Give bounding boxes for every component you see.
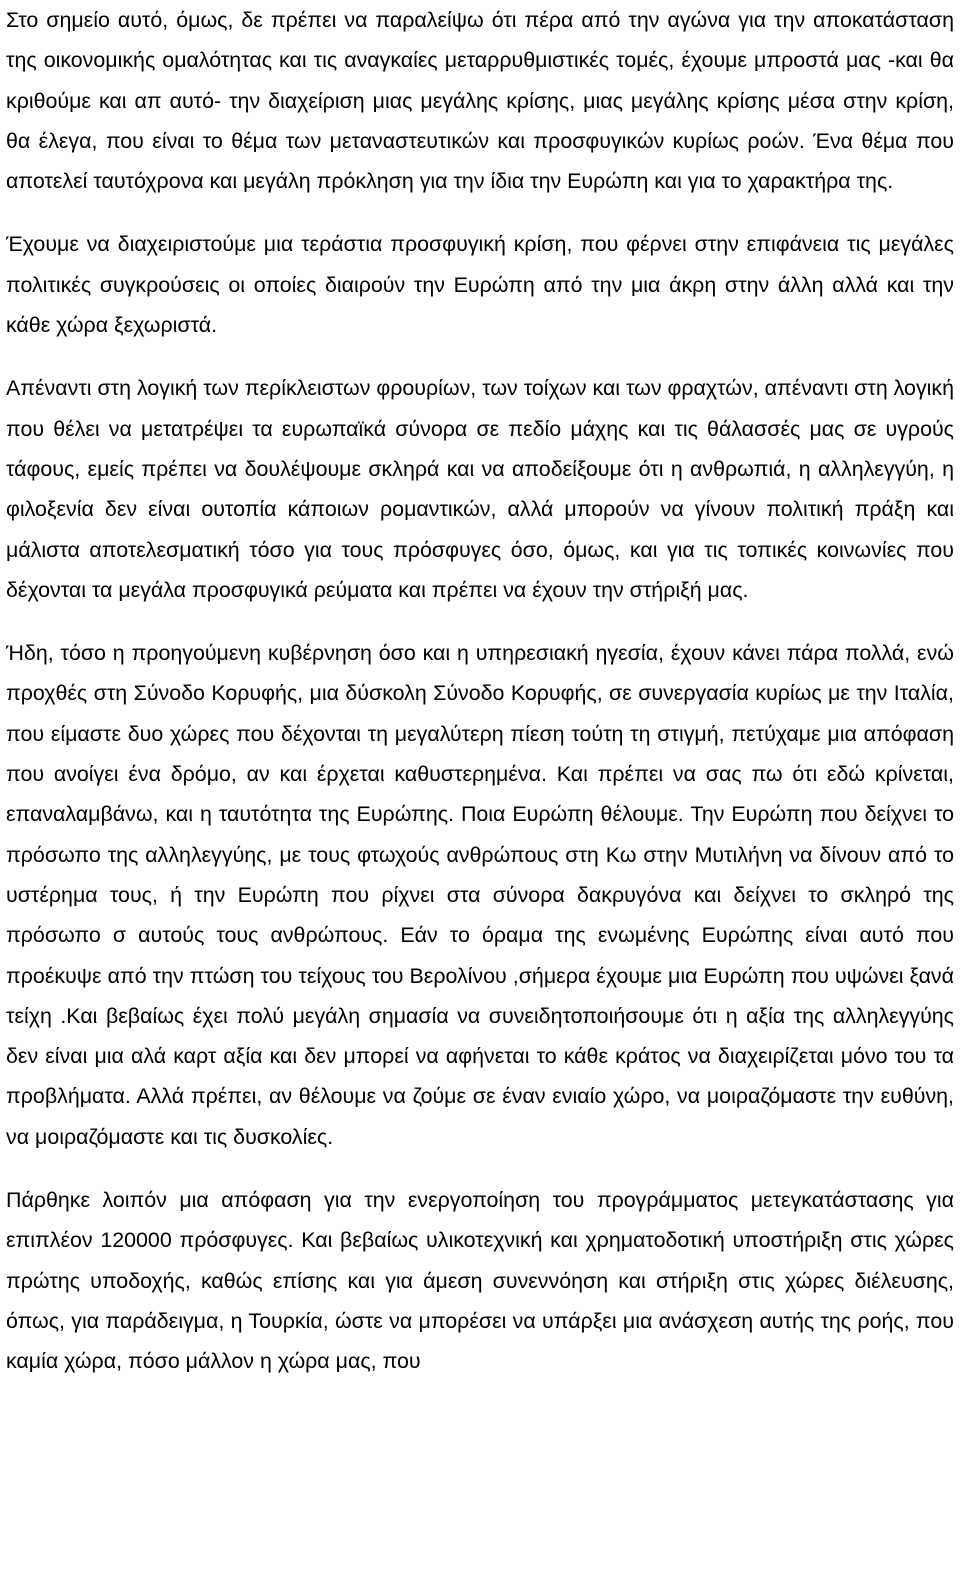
paragraph-1: Στο σημείο αυτό, όμως, δε πρέπει να παραλείψω ότι πέρα από την αγώνα για την αποκατάσταση της οικονομικής ομαλότητας και τις αναγκαίες μεταρρυθμιστικές τομές, έχουμε μπροστά μας -και θα κριθούμε και απ αυτό- την διαχείριση μιας μεγάλης κρίσης, μιας μεγάλης κρίσης μέσα στην κρίση, θα έλεγα, που είναι το θέμα των μεταναστευτικών και προσφυγικών κυρίως ροών. Ένα θέμα που αποτελεί ταυτόχρονα και μεγάλη πρόκληση για την ίδια την Ευρώπη και για το χαρακτήρα της. (6, 8, 954, 194)
paragraph-3: Απέναντι στη λογική των περίκλειστων φρουρίων, των τοίχων και των φραχτών, απέναντι στη λογική που θέλει να μετατρέψει τα ευρωπαϊκά σύνορα σε πεδίο μάχης και τις θάλασσές μας σε υγρούς τάφους, εμείς πρέπει να δουλέψουμε σκληρά και να αποδείξουμε ότι η ανθρωπιά, η αλληλεγγύη, η φιλοξενία δεν είναι ουτοπία κάποιων ρομαντικών, αλλά μπορούν να γίνουν πολιτική πράξη και μάλιστα αποτελεσματική τόσο για τους πρόσφυγες όσο, όμως, και για τις τοπικές κοινωνίες που δέχονται τα μεγάλα προσφυγικά ρεύματα και πρέπει να έχουν την στήριξή μας. (6, 376, 954, 602)
paragraph-5: Πάρθηκε λοιπόν μια απόφαση για την ενεργοποίηση του προγράμματος μετεγκατάστασης για επιπλέον 120000 πρόσφυγες. Και βεβαίως υλικοτεχνική και χρηματοδοτική υποστήριξη στις χώρες πρώτης υποδοχής, καθώς επίσης και για άμεση συνεννόηση και στήριξη στις χώρες διέλευσης, όπως, για παράδειγμα, η Τουρκία, ώστε να μπορέσει να υπάρξει μια ανάσχεση αυτής της ροής, που καμία χώρα, πόσο μάλλον η χώρα μας, που (6, 1188, 954, 1374)
paragraph-4: Ήδη, τόσο η προηγούμενη κυβέρνηση όσο και η υπηρεσιακή ηγεσία, έχουν κάνει πάρα πολλά, ενώ προχθές στη Σύνοδο Κορυφής, μια δύσκολη Σύνοδο Κορυφής, σε συνεργασία κυρίως με την Ιταλία, που είμαστε δυο χώρες που δέχονται τη μεγαλύτερη πίεση τούτη τη στιγμή, πετύχαμε μια απόφαση που ανοίγει ένα δρόμο, αν και έρχεται καθυστερημένα. Και πρέπει να σας πω ότι εδώ κρίνεται, επαναλαμβάνω, και η ταυτότητα της Ευρώπης. Ποια Ευρώπη θέλουμε. Την Ευρώπη που δείχνει το πρόσωπο της αλληλεγγύης, με τους φτωχούς ανθρώπους στη Κω στην Μυτιλήνη να δίνουν από το υστέρημα τους, ή την Ευρώπη που ρίχνει στα σύνορα δακρυγόνα και δείχνει το σκληρό της πρόσωπο σ αυτούς τους ανθρώπους. Εάν το όραμα της ενωμένης Ευρώπης είναι αυτό που προέκυψε από την πτώση του τείχους του Βερολίνου ,σήμερα έχουμε μια Ευρώπη που υψώνει ξανά τείχη .Και βεβαίως έχει πολύ μεγάλη σημασία να συνειδητοποιήσουμε ότι η αξία της αλληλεγγύης δεν είναι μια αλά καρτ αξία και δεν μπορεί να αφήνεται το κάθε κράτος να διαχειρίζεται μόνο του τα προβλήματα. Αλλά πρέπει, αν θέλουμε να ζούμε σε έναν ενιαίο χώρο, να μοιραζόμαστε την ευθύνη, να μοιραζόμαστε και τις δυσκολίες. (6, 641, 954, 1149)
paragraph-2: Έχουμε να διαχειριστούμε μια τεράστια προσφυγική κρίση, που φέρνει στην επιφάνεια τις μεγάλες πολιτικές συγκρούσεις οι οποίες διαιρούν την Ευρώπη από την μια άκρη στην άλλη αλλά και την κάθε χώρα ξεχωριστά. (6, 232, 954, 338)
